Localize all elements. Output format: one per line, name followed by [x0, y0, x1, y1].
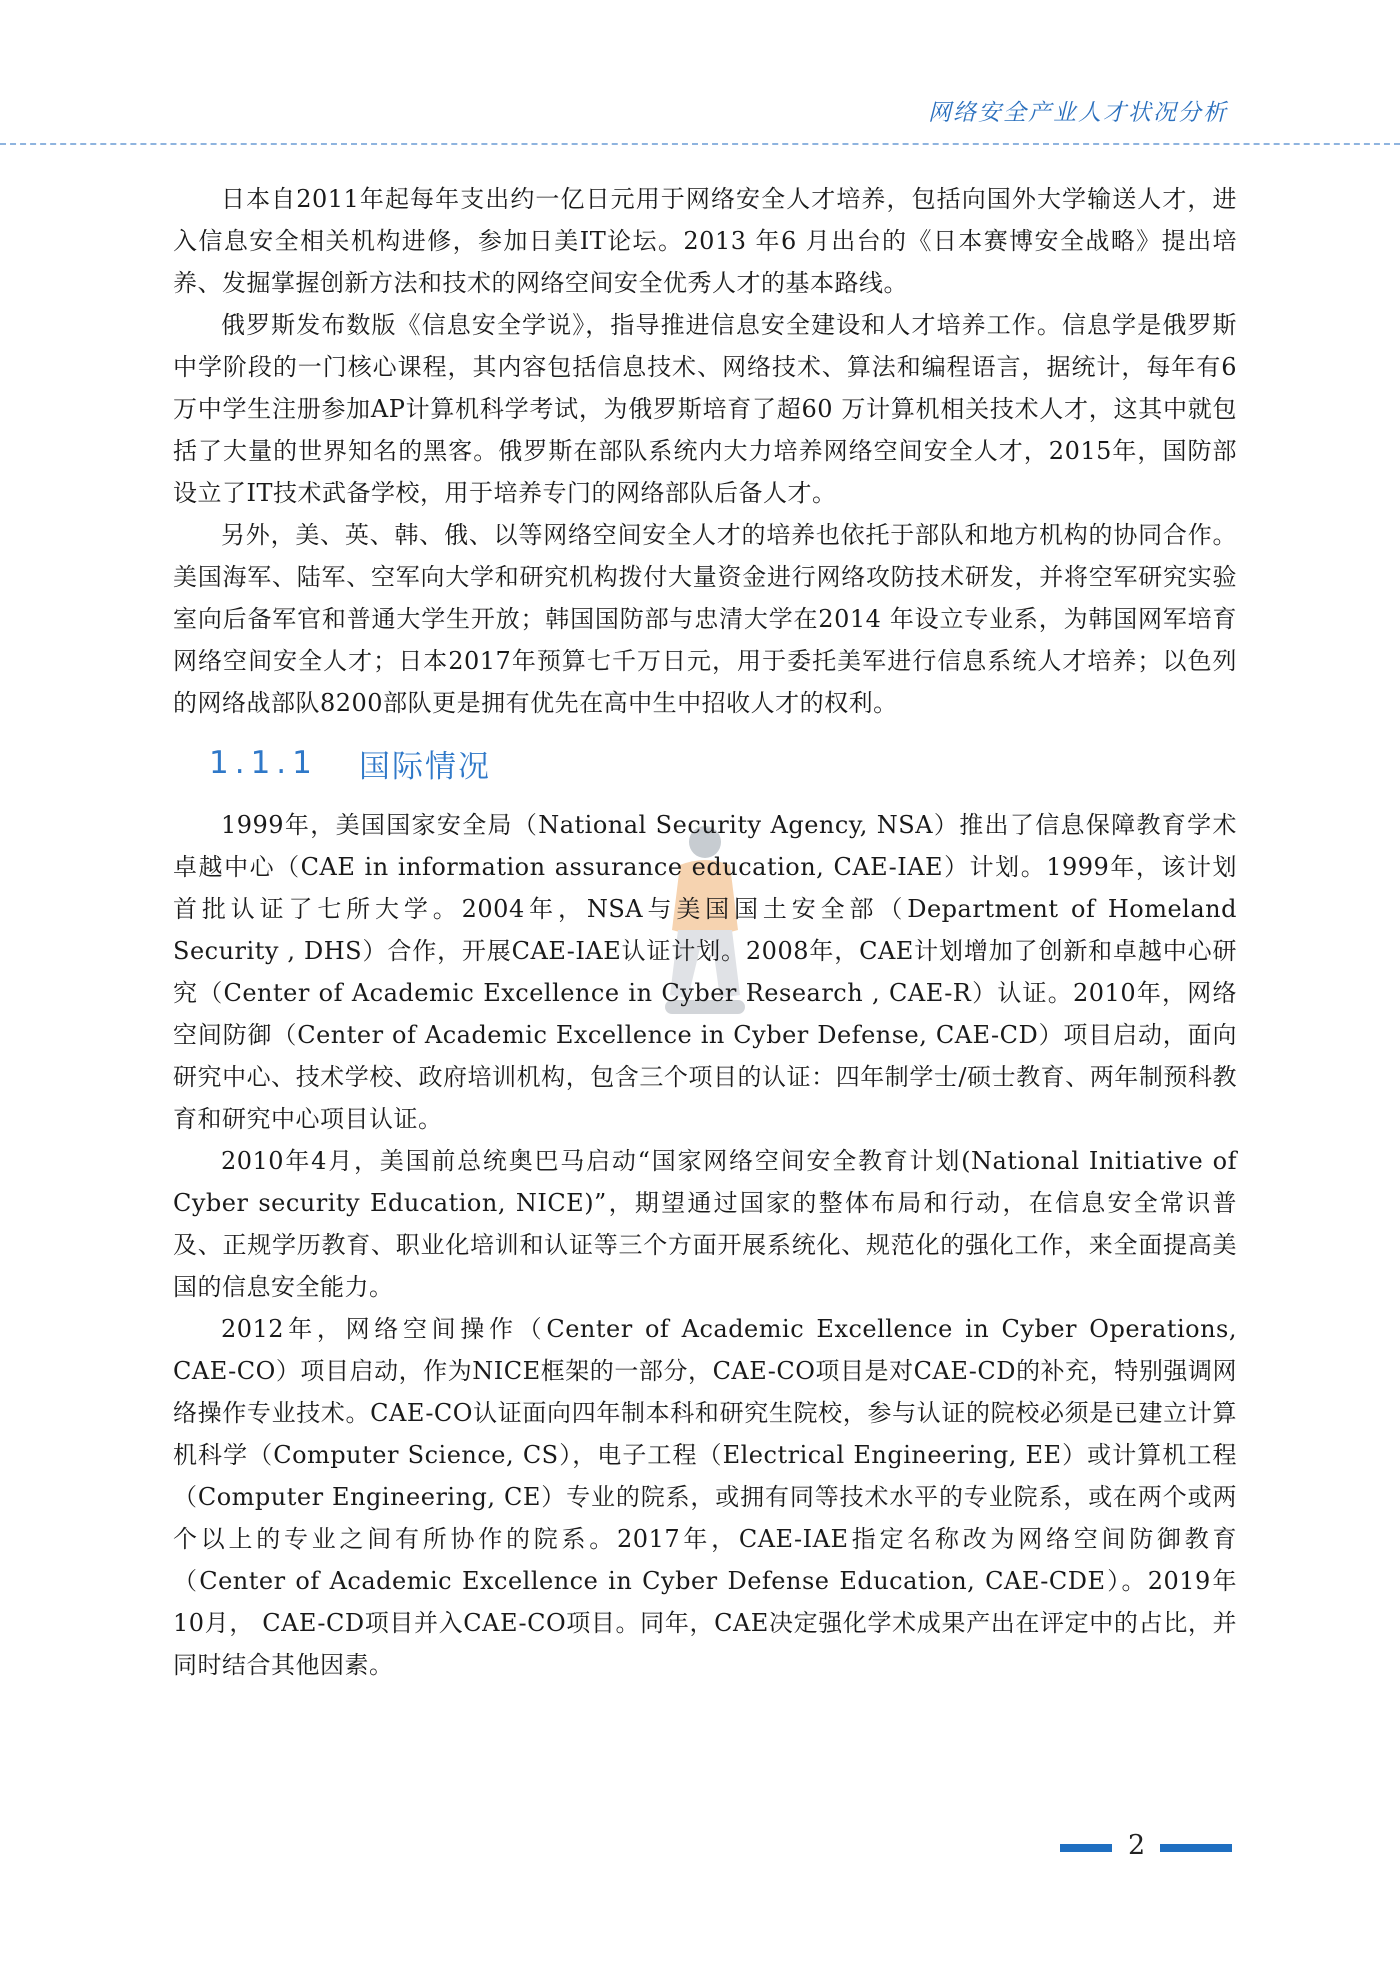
paragraph-nice-2010: 2010年4月，美国前总统奥巴马启动“国家网络空间安全教育计划(National Initiative of Cyber security Education, NICE)”，期望通过国家的整体布局和行动，在信息安全常识普及、正规学历教育、职业化培训和认证等三个方面开展系统化、规范化的强化工作，来全面提高美国的信息安全能力。 [173, 1147, 1237, 1301]
paragraph-japan: 日本自2011年起每年支出约一亿日元用于网络安全人才培养，包括向国外大学输送人才，进入信息安全相关机构进修，参加日美IT论坛。2013 年6 月出台的《日本赛博安全战略》提出培养、发掘掌握创新方法和技术的网络空间安全优秀人才的基本路线。 [173, 185, 1237, 297]
page-body [173, 178, 1237, 1686]
page-footer [1060, 1830, 1400, 1870]
paragraph-cae-co-2012: 2012年，网络空间操作（Center of Academic Excellence in Cyber Operations, CAE-CO）项目启动，作为NICE框架的一部分，CAE-CO项目是对CAE-CD的补充，特别强调网络操作专业技术。CAE-CO认证面向四年制本科和研究生院校，参与认证的院校必须是已建立计算机科学（Computer Science, CS），电子工程（Electrical Engineering, EE）或计算机工程（Computer Engineering, CE）专业的院系，或拥有同等技术水平的专业院系，或在两个或两个以上的专业之间有所协作的院系。2017年，CAE-IAE指定名称改为网络空间防御教育（Center of Academic Excellence in Cyber Defense Education, CAE-CDE）。2019年10月， CAE-CD项目并入CAE-CO项目。同年，CAE决定强化学术成果产出在评定中的占比，并同时结合其他因素。 [173, 1315, 1237, 1679]
section-title: 国际情况 [359, 748, 491, 785]
section-number: 1.1.1 [209, 745, 318, 781]
footer-bar-left [1060, 1844, 1112, 1852]
section-heading [173, 732, 1237, 794]
paragraph-russia: 俄罗斯发布数版《信息安全学说》，指导推进信息安全建设和人才培养工作。信息学是俄罗斯中学阶段的一门核心课程，其内容包括信息技术、网络技术、算法和编程语言，据统计，每年有6万中学生注册参加AP计算机科学考试，为俄罗斯培育了超60 万计算机相关技术人才，这其中就包括了大量的世界知名的黑客。俄罗斯在部队系统内大力培养网络空间安全人才，2015年，国防部设立了IT技术武备学校，用于培养专门的网络部队后备人才。 [173, 311, 1237, 507]
running-header-title: 网络安全产业人才状况分析 [928, 100, 1228, 126]
footer-bar-right [1160, 1844, 1232, 1852]
page-number: 2 [1128, 1830, 1146, 1861]
paragraph-military: 另外，美、英、韩、俄、以等网络空间安全人才的培养也依托于部队和地方机构的协同合作。美国海军、陆军、空军向大学和研究机构拨付大量资金进行网络攻防技术研发，并将空军研究实验室向后备军官和普通大学生开放；韩国国防部与忠清大学在2014 年设立专业系，为韩国网军培育网络空间安全人才；日本2017年预算七千万日元，用于委托美军进行信息系统人才培养；以色列的网络战部队8200部队更是拥有优先在高中生中招收人才的权利。 [173, 521, 1237, 717]
paragraph-cae-1999: 1999年，美国国家安全局（National Security Agency, NSA）推出了信息保障教育学术卓越中心（CAE in information assurance education, CAE-IAE）计划。1999年，该计划首批认证了七所大学。2004年，NSA与美国国土安全部（Department of Homeland Security , DHS）合作，开展CAE-IAE认证计划。2008年，CAE计划增加了创新和卓越中心研究（Center of Academic Excellence in Cyber Research , CAE-R）认证。2010年，网络空间防御（Center of Academic Excellence in Cyber Defense, CAE-CD）项目启动，面向研究中心、技术学校、政府培训机构，包含三个项目的认证：四年制学士/硕士教育、两年制预科教育和研究中心项目认证。 [173, 811, 1237, 1133]
header-divider [0, 143, 1400, 145]
